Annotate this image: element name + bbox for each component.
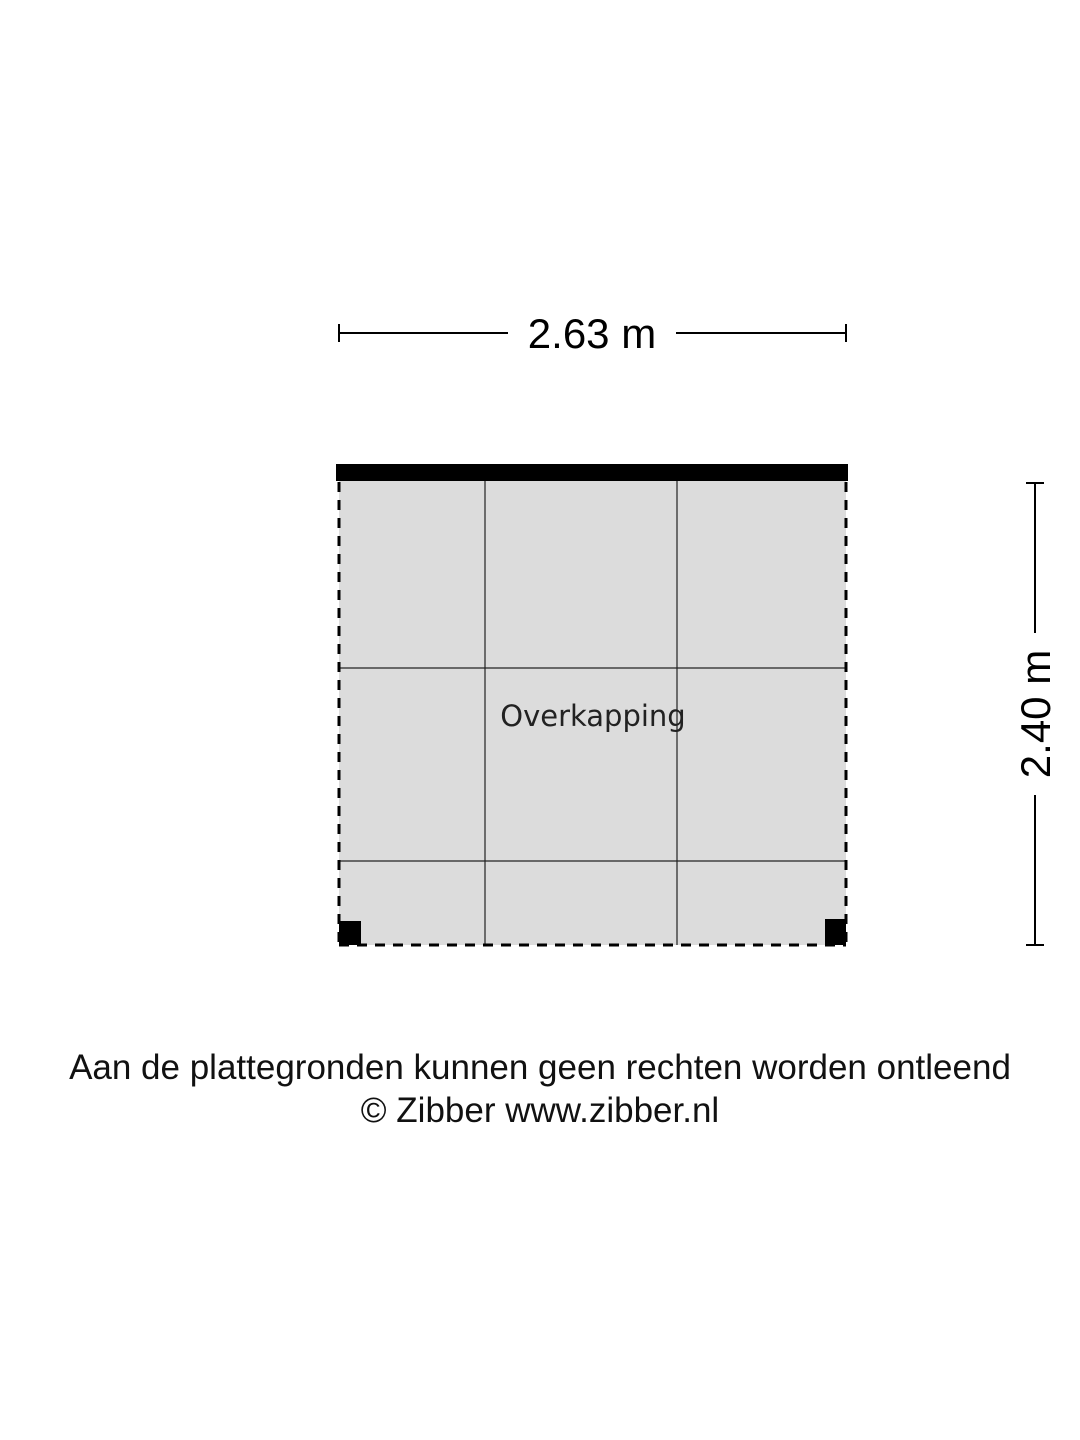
- disclaimer-text: Aan de plattegronden kunnen geen rechten worden ontleend: [69, 1048, 1011, 1087]
- wall-top: [336, 464, 848, 481]
- copyright-text: © Zibber www.zibber.nl: [360, 1091, 720, 1130]
- depth-dimension-label: 2.40 m: [1012, 649, 1059, 779]
- width-dimension-label: 2.63 m: [527, 310, 657, 357]
- width-dimension: [339, 310, 846, 357]
- depth-dimension: [1012, 483, 1059, 945]
- room-label: Overkapping: [500, 699, 686, 733]
- post-bottom-left: [339, 921, 361, 945]
- post-bottom-right: [825, 919, 846, 945]
- room-overkapping: [336, 464, 848, 945]
